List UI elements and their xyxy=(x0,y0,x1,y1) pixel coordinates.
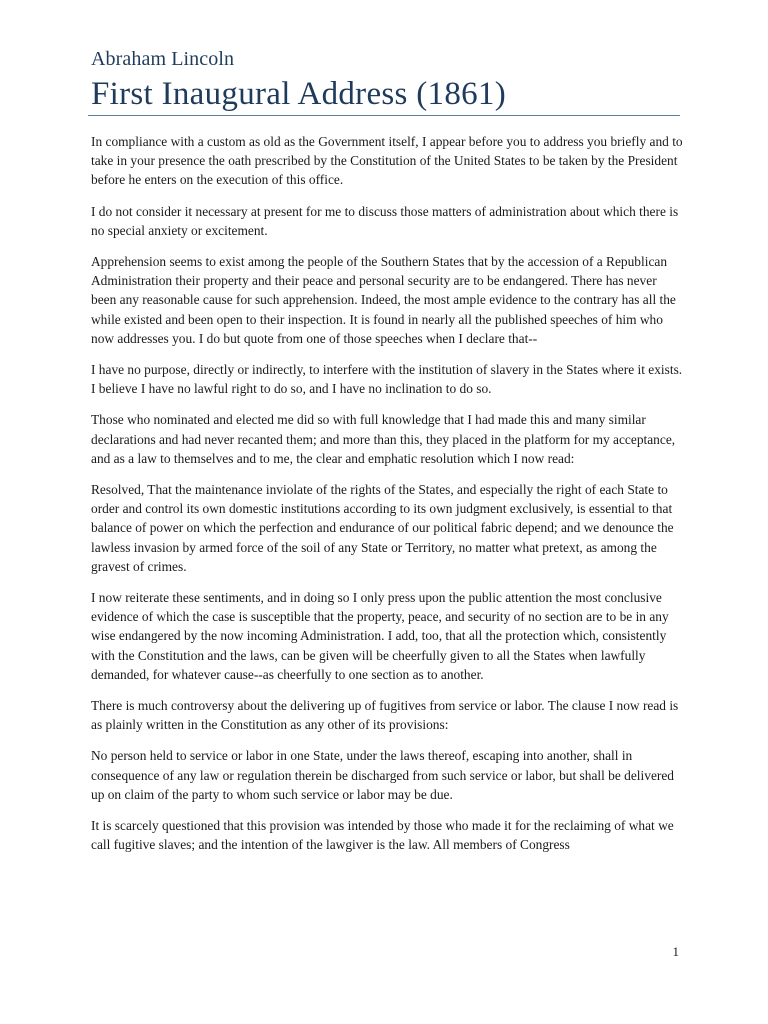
paragraph-9: No person held to service or labor in one State, under the laws thereof, escaping into another, shall in consequence of any law or regulation therein be discharged from such service or labor, but shall be delivered up on claim of the party to whom such service or labor may be due. xyxy=(91,748,674,802)
paragraph-1: In compliance with a custom as old as the Government itself, I appear before you to address you briefly and to take in your presence the oath prescribed by the Constitution of the United States to be taken by the President before he enters on the execution of this office. xyxy=(91,134,683,188)
paragraph-5: Those who nominated and elected me did so with full knowledge that I had made this and many similar declarations and had never recanted them; and more than this, they placed in the platform for my acceptance, and as a law to themselves and to me, the clear and emphatic resolution which I now read: xyxy=(91,412,676,466)
document-title: First Inaugural Address (1861) xyxy=(91,76,507,112)
title-underline-divider xyxy=(88,115,680,116)
paragraph-3: Apprehension seems to exist among the people of the Southern States that by the accession of a Republican Administration their property and their peace and personal security are to be endangered. There has never been any reasonable cause for such apprehension. Indeed, the most ample evidence to the contrary has all the while existed and been open to their inspection. It is found in nearly all the published speeches of him who now addresses you. I do but quote from one of those speeches when I declare that-- xyxy=(91,254,676,346)
author-name: Abraham Lincoln xyxy=(91,48,235,70)
document-header xyxy=(91,46,679,114)
page-number: 1 xyxy=(672,944,679,959)
paragraph-7: I now reiterate these sentiments, and in doing so I only press upon the public attention the most conclusive evidence of which the case is susceptible that the property, peace, and security of no section are to be in any wise endangered by the now incoming Administration. I add, too, that all the protection which, consistently with the Constitution and the laws, can be given will be cheerfully given to all the States when lawfully demanded, for whatever cause--as cheerfully to one section as to another. xyxy=(91,590,669,682)
paragraph-4: I have no purpose, directly or indirectly, to interfere with the institution of slavery in the States where it exists. I believe I have no lawful right to do so, and I have no inclination to do so. xyxy=(91,362,683,397)
paragraph-2: I do not consider it necessary at present for me to discuss those matters of administration about which there is no special anxiety or excitement. xyxy=(91,203,679,238)
paragraph-8: There is much controversy about the delivering up of fugitives from service or labor. The clause I now read is as plainly written in the Constitution as any other of its provisions: xyxy=(91,698,679,733)
paragraph-6: Resolved, That the maintenance inviolate of the rights of the States, and especially the right of each State to order and control its own domestic institutions according to its own judgment exclusively, is essential to that balance of power on which the perfection and endurance of our political fabric depend; and we denounce the lawless invasion by armed force of the soil of any State or Territory, no matter what pretext, as among the gravest of crimes. xyxy=(91,482,674,574)
document-body xyxy=(91,132,683,867)
paragraph-10: It is scarcely questioned that this provision was intended by those who made it for the reclaiming of what we call fugitive slaves; and the intention of the lawgiver is the law. All members of Congress xyxy=(91,818,674,853)
